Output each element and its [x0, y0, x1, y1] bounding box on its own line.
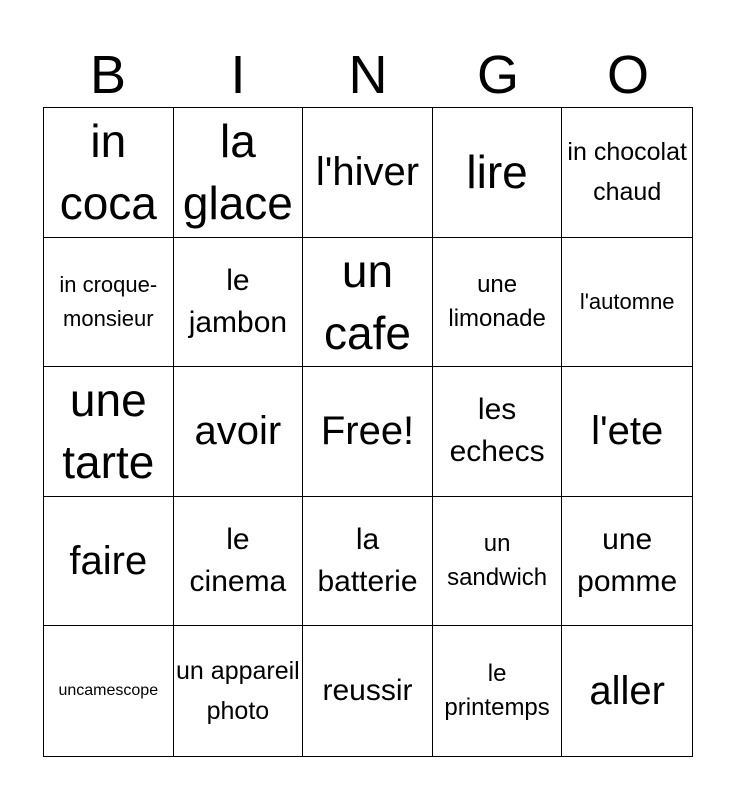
bingo-header — [43, 40, 693, 110]
bingo-cell[interactable] — [303, 108, 433, 238]
bingo-cell[interactable] — [44, 367, 174, 497]
bingo-cell[interactable] — [433, 497, 563, 627]
bingo-cell[interactable] — [174, 108, 304, 238]
bingo-cell[interactable] — [174, 626, 304, 756]
cell-text: in chocolat chaud — [567, 138, 687, 207]
bingo-cell[interactable] — [174, 238, 304, 368]
header-letter-b: B — [89, 45, 127, 105]
header-letter-i: I — [230, 45, 246, 105]
cell-text: une limonade — [448, 270, 546, 332]
header-letter-n: N — [348, 45, 388, 105]
bingo-cell[interactable] — [174, 367, 304, 497]
cell-text: le cinema — [189, 523, 287, 599]
cell-text: la batterie — [317, 523, 418, 599]
cell-text: avoir — [194, 409, 282, 454]
bingo-cell[interactable] — [433, 626, 563, 756]
bingo-cell[interactable] — [44, 238, 174, 368]
cell-text: un cafe — [324, 244, 411, 359]
bingo-cell[interactable] — [303, 238, 433, 368]
cell-text: in croque-monsieur — [59, 271, 158, 331]
cell-text: une tarte — [62, 374, 155, 489]
cell-text: un sandwich — [447, 530, 548, 592]
bingo-cell[interactable] — [44, 626, 174, 756]
cell-text: les echecs — [449, 393, 545, 469]
cell-text: uncamescope — [58, 682, 159, 700]
bingo-cell[interactable] — [562, 626, 692, 756]
bingo-cell[interactable] — [303, 626, 433, 756]
cell-text: le printemps — [444, 660, 550, 722]
cell-text: l'hiver — [315, 150, 420, 195]
bingo-cell[interactable] — [433, 238, 563, 368]
cell-text: un appareil photo — [176, 657, 300, 726]
cell-text: aller — [589, 669, 665, 714]
header-letter-o: O — [606, 45, 649, 105]
bingo-cell[interactable] — [433, 108, 563, 238]
bingo-cell[interactable] — [44, 108, 174, 238]
bingo-board — [43, 107, 693, 757]
free-space-text: Free! — [320, 409, 415, 454]
bingo-cell[interactable] — [562, 238, 692, 368]
header-letter-g: G — [476, 45, 519, 105]
cell-text: faire — [69, 539, 148, 584]
bingo-cell[interactable] — [562, 497, 692, 627]
cell-text: reussir — [322, 674, 413, 708]
bingo-cell[interactable] — [303, 497, 433, 627]
bingo-cell[interactable] — [44, 497, 174, 627]
cell-text: la glace — [182, 115, 293, 230]
bingo-cell[interactable] — [562, 108, 692, 238]
bingo-cell[interactable] — [433, 367, 563, 497]
cell-text: une pomme — [577, 523, 678, 599]
cell-text: lire — [466, 146, 528, 199]
bingo-cell[interactable] — [562, 367, 692, 497]
cell-text: l'ete — [591, 409, 664, 454]
bingo-cell[interactable] — [174, 497, 304, 627]
cell-text: l'automne — [579, 288, 675, 314]
free-space-cell[interactable] — [303, 367, 433, 497]
cell-text: in coca — [59, 115, 157, 230]
cell-text: le jambon — [188, 263, 288, 339]
